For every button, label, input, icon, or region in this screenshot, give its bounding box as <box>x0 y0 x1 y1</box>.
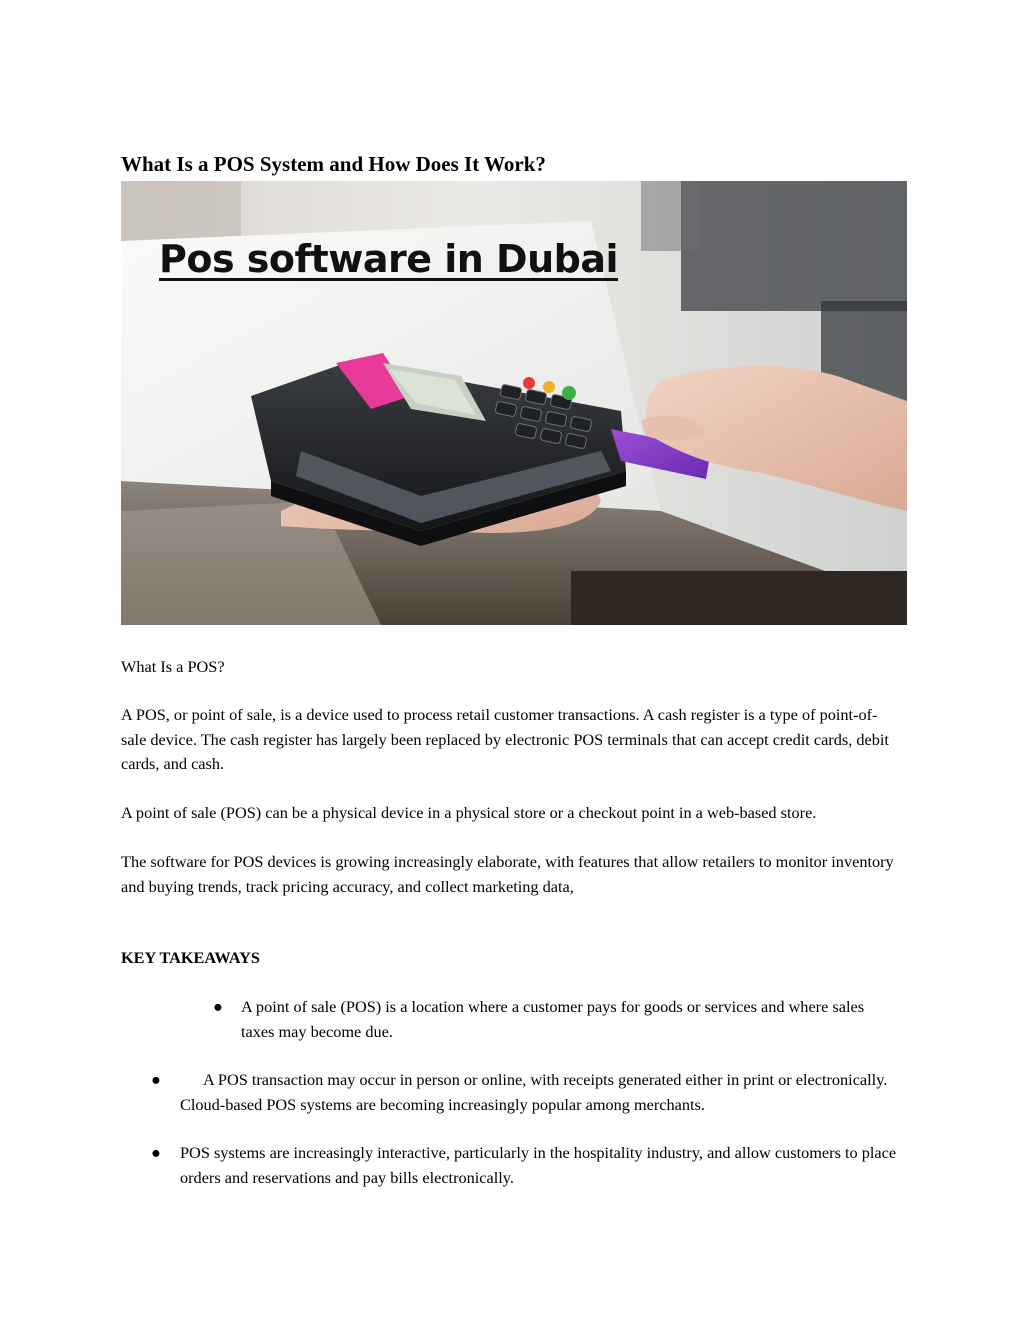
list-item-text: A POS transaction may occur in person or online, with receipts generated either in print or electronically. Cloud-based POS systems are becoming increasingly popular among merchants. <box>180 1070 888 1114</box>
list-item-text: POS systems are increasingly interactive, particularly in the hospitality industry, and allow customers to place orders and reservations and pay bills electronically. <box>180 1143 897 1187</box>
bullet-icon: ● <box>151 1070 161 1089</box>
bullet-icon: ● <box>151 1143 161 1162</box>
key-takeaways-heading: KEY TAKEAWAYS <box>121 948 260 967</box>
paragraph: A POS, or point of sale, is a device used to process retail customer transactions. A cash register is a type of point-of-sale device. The cash register has largely been replaced by electronic POS terminals that can accept credit cards, debit cards, and cash. <box>121 705 889 773</box>
page-title: What Is a POS System and How Does It Work? <box>121 152 546 176</box>
paragraph: A point of sale (POS) can be a physical device in a physical store or a checkout point in a web-based store. <box>121 803 817 822</box>
bullet-icon: ● <box>213 997 223 1016</box>
list-item-text: A point of sale (POS) is a location where a customer pays for goods or services and where sales taxes may become due. <box>241 997 865 1041</box>
paragraph: The software for POS devices is growing increasingly elaborate, with features that allow retailers to monitor inventory and buying trends, track pricing accuracy, and collect marketing data, <box>121 852 894 896</box>
hero-image <box>121 181 907 625</box>
hero-image-caption: Pos software in Dubai <box>159 237 618 281</box>
section-subheading: What Is a POS? <box>121 657 225 676</box>
